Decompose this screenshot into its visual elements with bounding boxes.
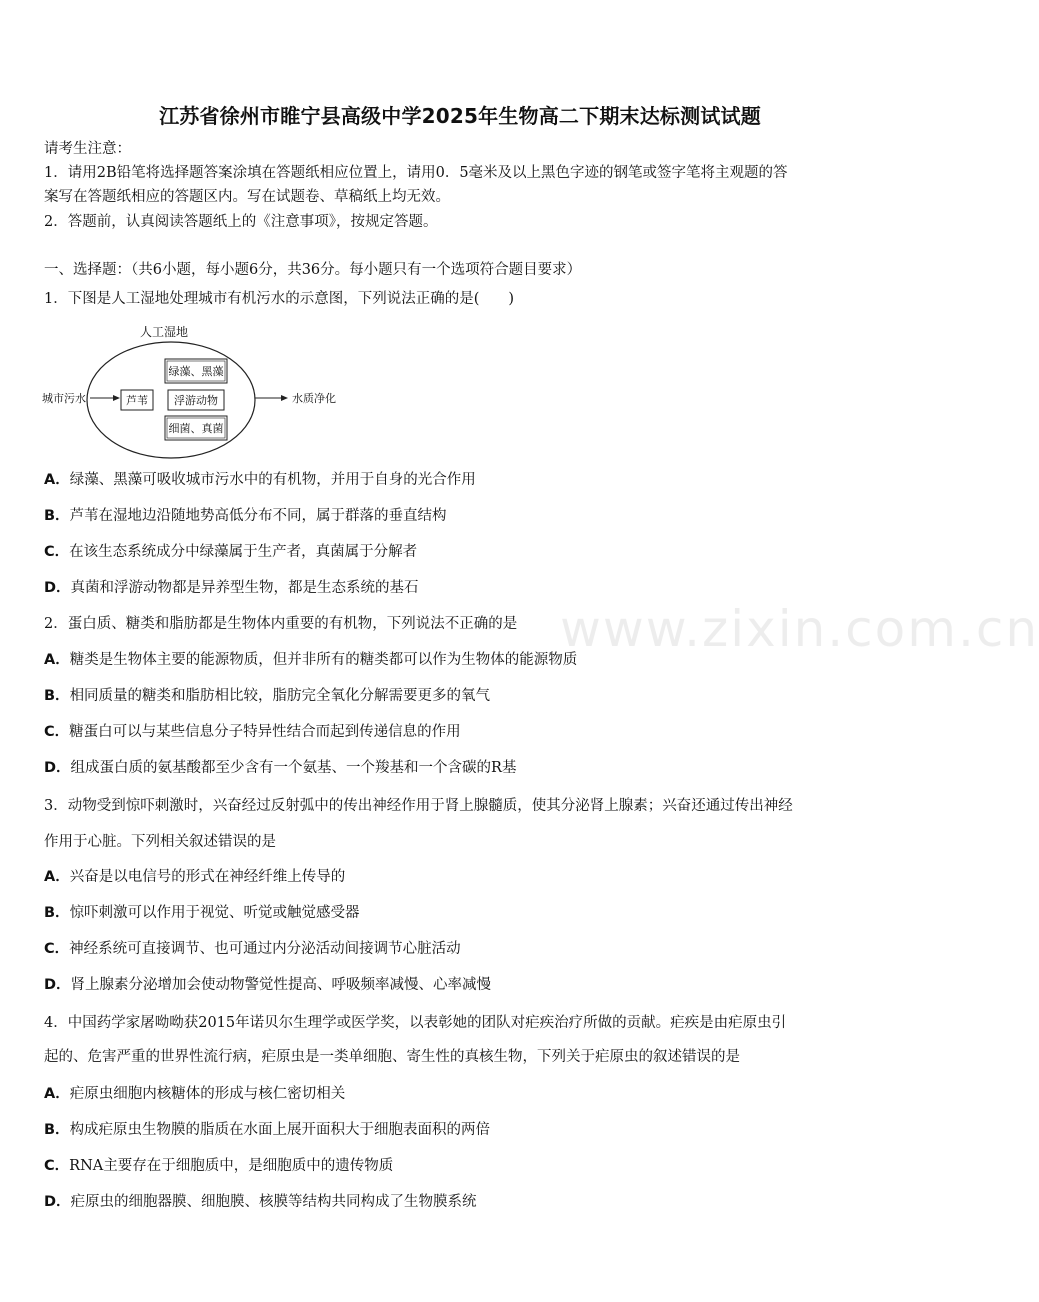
q1-option-c[interactable]: C．在该生态系统成分中绿藻属于生产者，真菌属于分解者 (44, 544, 418, 560)
section-heading: 一、选择题：（共6小题，每小题6分，共36分。每小题只有一个选项符合题目要求） (44, 262, 582, 278)
question-3-stem-line-2: 作用于心脏。下列相关叙述错误的是 (44, 834, 276, 850)
q3-option-a[interactable]: A．兴奋是以电信号的形式在神经纤维上传导的 (44, 869, 346, 885)
q2-option-b[interactable]: B．相同质量的糖类和脂肪相比较，脂肪完全氧化分解需要更多的氧气 (44, 688, 491, 704)
q4-option-a[interactable]: A．疟原虫细胞内核糖体的形成与核仁密切相关 (44, 1086, 346, 1102)
watermark: www.zixin.com.cn (560, 600, 1039, 658)
box-reed-label: 芦苇 (126, 394, 148, 407)
q1-option-b[interactable]: B．芦苇在湿地边沿随地势高低分布不同，属于群落的垂直结构 (44, 508, 447, 524)
q3-option-b[interactable]: B．惊吓刺激可以作用于视觉、听觉或触觉感受器 (44, 905, 360, 921)
notice-item-1-line-1: 1．请用2B铅笔将选择题答案涂填在答题纸相应位置上，请用0．5毫米及以上黑色字迹的钢笔或签字笔将主观题的答 (44, 165, 788, 181)
diagram-input-label: 城市污水 (42, 392, 86, 405)
q2-option-c[interactable]: C．糖蛋白可以与某些信息分子特异性结合而起到传递信息的作用 (44, 724, 461, 740)
q4-option-d[interactable]: D．疟原虫的细胞器膜、细胞膜、核膜等结构共同构成了生物膜系统 (44, 1194, 477, 1210)
q4-option-b[interactable]: B．构成疟原虫生物膜的脂质在水面上展开面积大于细胞表面积的两倍 (44, 1122, 491, 1138)
q4-option-c[interactable]: C．RNA主要存在于细胞质中，是细胞质中的遗传物质 (44, 1158, 394, 1174)
question-1-stem: 1．下图是人工湿地处理城市有机污水的示意图，下列说法正确的是( ) (44, 291, 515, 307)
diagram-output-label: 水质净化 (292, 392, 336, 405)
question-4-stem-line-2: 起的、危害严重的世界性流行病，疟原虫是一类单细胞、寄生性的真核生物，下列关于疟原虫的叙述错误的是 (44, 1049, 740, 1065)
q2-option-a[interactable]: A．糖类是生物体主要的能源物质，但并非所有的糖类都可以作为生物体的能源物质 (44, 652, 578, 668)
diagram-title: 人工湿地 (139, 325, 189, 339)
box-zooplankton-label: 浮游动物 (174, 394, 218, 407)
page-title: 江苏省徐州市睢宁县高级中学2025年生物高二下期末达标测试试题 (159, 104, 761, 128)
box-bacteria-label: 细菌、真菌 (168, 422, 224, 435)
q3-option-c[interactable]: C．神经系统可直接调节、也可通过内分泌活动间接调节心脏活动 (44, 941, 461, 957)
box-algae-label: 绿藻、黑藻 (168, 365, 224, 378)
wetland-diagram (40, 318, 350, 463)
q1-option-d[interactable]: D．真菌和浮游动物都是异养型生物，都是生态系统的基石 (44, 580, 419, 596)
q2-option-d[interactable]: D．组成蛋白质的氨基酸都至少含有一个氨基、一个羧基和一个含碳的R基 (44, 760, 517, 776)
notice-heading: 请考生注意： (44, 141, 131, 157)
q3-option-d[interactable]: D．肾上腺素分泌增加会使动物警觉性提高、呼吸频率减慢、心率减慢 (44, 977, 492, 993)
q1-option-a[interactable]: A．绿藻、黑藻可吸收城市污水中的有机物，并用于自身的光合作用 (44, 472, 476, 488)
question-2-stem: 2．蛋白质、糖类和脂肪都是生物体内重要的有机物，下列说法不正确的是 (44, 616, 518, 632)
arrow-output-head (281, 395, 288, 401)
question-4-stem-line-1: 4．中国药学家屠呦呦获2015年诺贝尔生理学或医学奖，以表彰她的团队对疟疾治疗所做的贡献。疟疾是由疟原虫引 (44, 1015, 787, 1031)
question-3-stem-line-1: 3．动物受到惊吓刺激时，兴奋经过反射弧中的传出神经作用于肾上腺髓质，使其分泌肾上腺素；兴奋还通过传出神经 (44, 798, 793, 814)
notice-item-2: 2．答题前，认真阅读答题纸上的《注意事项》，按规定答题。 (44, 214, 438, 230)
notice-item-1-line-2: 案写在答题纸相应的答题区内。写在试题卷、草稿纸上均无效。 (44, 189, 450, 205)
arrow-input-head (113, 395, 120, 401)
